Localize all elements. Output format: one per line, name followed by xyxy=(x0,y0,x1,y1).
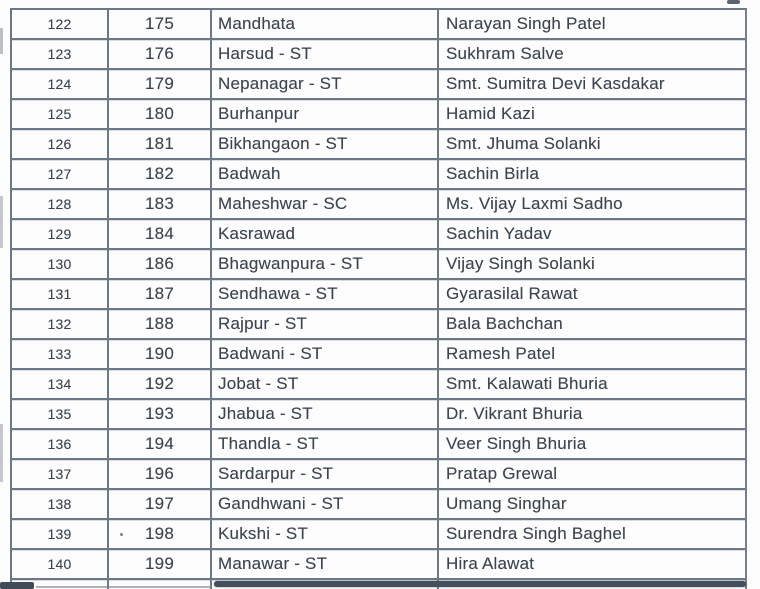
cell-constituency-name: Gandhwani - ST xyxy=(210,490,437,518)
cell-constituency-name: Jhabua - ST xyxy=(210,400,437,428)
cell-member-name: Ms. Vijay Laxmi Sadho xyxy=(437,190,745,218)
cell-constituency-name: Rajpur - ST xyxy=(210,310,437,338)
cell-constituency-name: Maheshwar - SC xyxy=(210,190,437,218)
cell-constituency-number: 180 xyxy=(107,100,210,128)
cell-member-name: Smt. Kalawati Bhuria xyxy=(437,370,745,398)
scan-artifact-left-edge xyxy=(0,424,3,482)
cell-member-name: Hira Alawat xyxy=(437,550,745,578)
cell-serial-number: 137 xyxy=(47,466,72,482)
scan-artifact-bottom-line xyxy=(36,586,212,588)
cell-serial-number: 131 xyxy=(47,286,72,302)
cell-constituency-number: 198 xyxy=(107,520,210,548)
members-table xyxy=(10,8,747,589)
cell-serial-number: 130 xyxy=(47,256,72,272)
cell-serial-number: 135 xyxy=(47,406,72,422)
cell-constituency-name: Harsud - ST xyxy=(210,40,437,68)
table-row xyxy=(12,310,745,340)
cell-serial-number: 138 xyxy=(47,496,72,512)
cell-serial-number: 139 xyxy=(47,526,72,542)
scan-artifact-left-edge xyxy=(0,28,3,54)
table-row xyxy=(12,130,745,160)
table-row xyxy=(12,430,745,460)
cell-member-name: Dr. Vikrant Bhuria xyxy=(437,400,745,428)
cell-member-name: Sukhram Salve xyxy=(437,40,745,68)
table-row xyxy=(12,490,745,520)
cell-constituency-number: 187 xyxy=(107,280,210,308)
cell-member-name: Umang Singhar xyxy=(437,490,745,518)
cell-constituency-number: 188 xyxy=(107,310,210,338)
cell-member-name: Vijay Singh Solanki xyxy=(437,250,745,278)
cell-constituency-name: Nepanagar - ST xyxy=(210,70,437,98)
scan-artifact-bottom-left xyxy=(0,582,34,589)
cell-member-name: Smt. Jhuma Solanki xyxy=(437,130,745,158)
table-row xyxy=(12,160,745,190)
cell-constituency-name: Manawar - ST xyxy=(210,550,437,578)
scan-artifact-next-row-smudge xyxy=(214,581,746,587)
cell-constituency-number: 176 xyxy=(107,40,210,68)
cell-serial-number: 133 xyxy=(47,346,72,362)
table-row xyxy=(12,10,745,40)
cell-constituency-number: 196 xyxy=(107,460,210,488)
cell-constituency-name: Kukshi - ST xyxy=(210,520,437,548)
cell-serial-number: 140 xyxy=(47,556,72,572)
scan-artifact-dot xyxy=(120,533,123,536)
cell-constituency-number: 186 xyxy=(107,250,210,278)
table-row xyxy=(12,280,745,310)
table-row xyxy=(12,340,745,370)
cell-serial-number: 125 xyxy=(47,106,72,122)
cell-constituency-number: 193 xyxy=(107,400,210,428)
table-row xyxy=(12,190,745,220)
cell-constituency-name: Sendhawa - ST xyxy=(210,280,437,308)
cell-serial-number: 129 xyxy=(47,226,72,242)
cell-constituency-number: 179 xyxy=(107,70,210,98)
cell-member-name: Hamid Kazi xyxy=(437,100,745,128)
cell-serial-number: 124 xyxy=(47,76,72,92)
cell-constituency-number: 175 xyxy=(107,10,210,38)
cell-member-name: Sachin Birla xyxy=(437,160,745,188)
cell-constituency-name: Bhagwanpura - ST xyxy=(210,250,437,278)
table-row xyxy=(12,100,745,130)
scan-artifact-left-edge xyxy=(0,196,3,248)
cell-constituency-number: 199 xyxy=(107,550,210,578)
cell-constituency-number: 181 xyxy=(107,130,210,158)
cell-member-name: Pratap Grewal xyxy=(437,460,745,488)
cell-member-name: Narayan Singh Patel xyxy=(437,10,745,38)
cell-constituency-name: Bikhangaon - ST xyxy=(210,130,437,158)
cell-constituency-name: Jobat - ST xyxy=(210,370,437,398)
cell-serial-number: 132 xyxy=(47,316,72,332)
table-row xyxy=(12,370,745,400)
cell-serial-number: 128 xyxy=(47,196,72,212)
table-row xyxy=(12,70,745,100)
scan-artifact-top-tick xyxy=(727,0,740,4)
cell-serial-number: 123 xyxy=(47,46,72,62)
cell-constituency-name: Kasrawad xyxy=(210,220,437,248)
cell-member-name: Smt. Sumitra Devi Kasdakar xyxy=(437,70,745,98)
cell-member-name: Ramesh Patel xyxy=(437,340,745,368)
cell-constituency-name: Burhanpur xyxy=(210,100,437,128)
cell-constituency-name: Mandhata xyxy=(210,10,437,38)
table-body xyxy=(12,10,745,580)
cell-member-name: Sachin Yadav xyxy=(437,220,745,248)
table-row xyxy=(12,550,745,580)
table-row xyxy=(12,250,745,280)
cell-constituency-name: Thandla - ST xyxy=(210,430,437,458)
table-row xyxy=(12,400,745,430)
table-row xyxy=(12,220,745,250)
cell-serial-number: 127 xyxy=(47,166,72,182)
cell-serial-number: 136 xyxy=(47,436,72,452)
cell-constituency-number: 197 xyxy=(107,490,210,518)
cell-constituency-number: 184 xyxy=(107,220,210,248)
cell-constituency-number: 190 xyxy=(107,340,210,368)
cell-serial-number: 122 xyxy=(47,16,72,32)
cell-constituency-number: 192 xyxy=(107,370,210,398)
cell-member-name: Bala Bachchan xyxy=(437,310,745,338)
cell-serial-number: 126 xyxy=(47,136,72,152)
cell-member-name: Surendra Singh Baghel xyxy=(437,520,745,548)
cell-constituency-name: Sardarpur - ST xyxy=(210,460,437,488)
cell-constituency-name: Badwah xyxy=(210,160,437,188)
cell-member-name: Gyarasilal Rawat xyxy=(437,280,745,308)
cell-member-name: Veer Singh Bhuria xyxy=(437,430,745,458)
cell-constituency-name: Badwani - ST xyxy=(210,340,437,368)
table-row xyxy=(12,460,745,490)
cell-serial-number: 134 xyxy=(47,376,72,392)
cell-constituency-number: 182 xyxy=(107,160,210,188)
table-row xyxy=(12,40,745,70)
cell-constituency-number: 194 xyxy=(107,430,210,458)
cell-constituency-number: 183 xyxy=(107,190,210,218)
